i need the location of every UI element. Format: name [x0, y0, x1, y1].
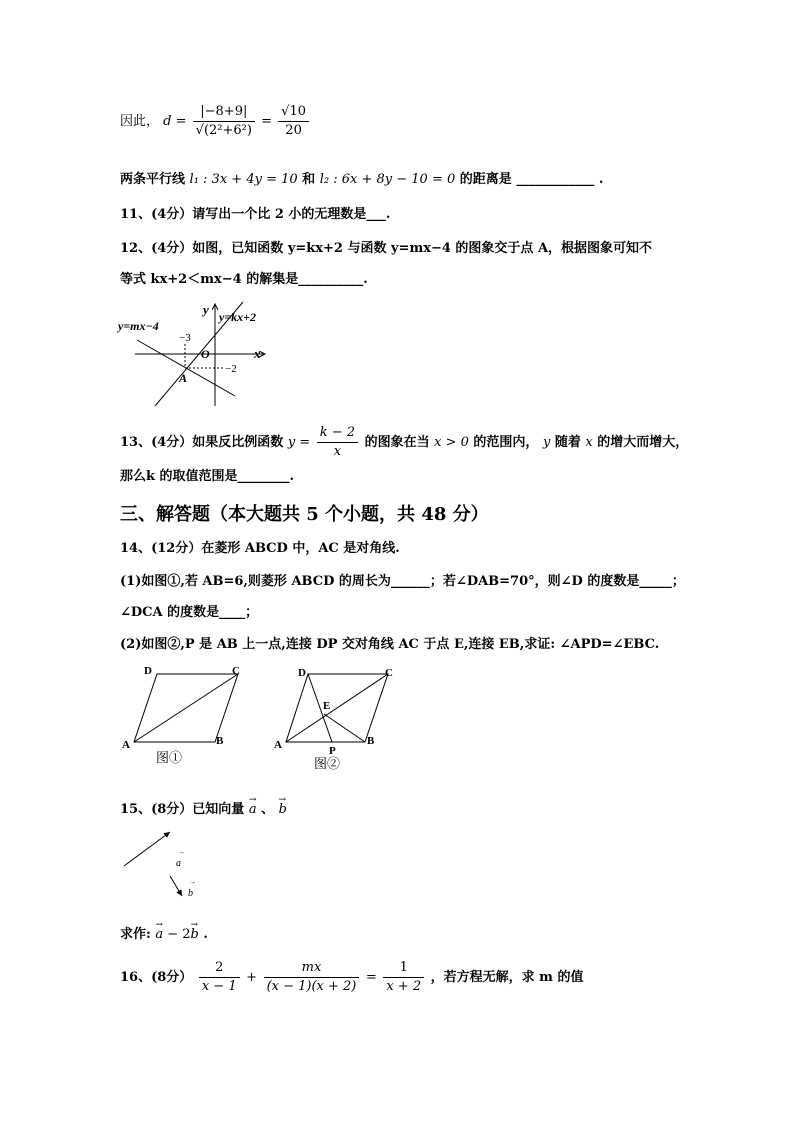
- q10-eq2: l₂ : 6x + 8y − 10 = 0: [319, 172, 456, 187]
- vertex-b: B: [216, 735, 224, 747]
- q10-blank: ____________: [516, 172, 595, 187]
- vertex-d: D: [144, 665, 152, 677]
- q13-pre: 13、(4分）如果反比例函数: [120, 435, 284, 450]
- q16-d2: (x − 1)(x + 2): [266, 979, 357, 994]
- question-11: 11、(4分）请写出一个比 2 小的无理数是___.: [120, 207, 391, 222]
- diagonal-ac-2: [286, 674, 388, 742]
- q16-n2: mx: [264, 960, 360, 978]
- calc-fraction-2: [278, 104, 309, 139]
- question-13-line2: 那么k 的取值范围是________.: [120, 469, 295, 484]
- figure-14-1-caption: 图①: [156, 750, 183, 765]
- figure-14-1-rhombus: [118, 662, 258, 772]
- vertex-c-2: C: [385, 667, 393, 679]
- q10-post: 的距离是: [459, 172, 512, 187]
- question-14-line2: (1)如图①,若 AB=6,则菱形 ABCD 的周长为______；若∠DAB=70°，则∠D 的度数是_____；: [120, 574, 685, 589]
- q10-and: 和: [302, 172, 316, 187]
- q13-num: k − 2: [317, 425, 358, 443]
- q10-end: .: [598, 172, 604, 187]
- q16-pre: 16、(8分）: [120, 970, 193, 985]
- vector-a-arrow: [124, 832, 170, 866]
- q13-den: x: [333, 444, 342, 459]
- q13-cond: x > 0: [434, 435, 469, 450]
- q16-eq: =: [365, 970, 377, 985]
- figure-15-vectors: [118, 826, 218, 906]
- q13-xv: x: [585, 435, 593, 450]
- q15-vector-a: → a: [249, 797, 257, 819]
- q13-fraction: [317, 425, 358, 460]
- q16-fraction-2: [264, 960, 360, 995]
- q13-mid1: 的图象在当: [364, 435, 430, 450]
- calc-eq2: =: [261, 114, 273, 129]
- vertex-c: C: [232, 665, 240, 677]
- diagonal-ac: [134, 674, 238, 742]
- label-x-axis: x: [254, 346, 261, 361]
- q16-post: ，若方程无解，求 m 的值: [430, 970, 584, 985]
- question-12-line2: 等式 kx+2＜mx−4 的解集是__________.: [120, 272, 368, 287]
- calc-d: d: [163, 114, 172, 129]
- q16-plus: +: [246, 970, 258, 985]
- vertex-a: A: [122, 739, 130, 751]
- q15-expr-b: → b: [191, 922, 199, 944]
- q16-fraction-1: [199, 960, 240, 995]
- figure-12-graph: [115, 298, 275, 410]
- q15-end: .: [203, 927, 208, 942]
- q15-pre: 15、(8分）已知向量: [120, 802, 245, 817]
- svg-text:→: →: [178, 848, 185, 856]
- vertex-a-2: A: [274, 739, 282, 751]
- question-15-construct: [120, 922, 208, 944]
- q16-d3: x + 2: [386, 979, 422, 994]
- q15-sep: 、: [261, 802, 275, 817]
- vector-b-arrow: [170, 876, 182, 896]
- question-14-line1: 14、(12分）在菱形 ABCD 中，AC 是对角线.: [120, 541, 400, 556]
- question-15: [120, 797, 287, 819]
- point-p: P: [329, 745, 336, 757]
- figure-14-2-rhombus: [268, 662, 408, 774]
- q10-pre: 两条平行线: [120, 172, 186, 187]
- q13-mid2: 的范围内，: [473, 435, 539, 450]
- label-vector-b: b: [188, 888, 193, 899]
- question-13-line1: [120, 425, 688, 460]
- vertex-d-2: D: [298, 667, 306, 679]
- q16-fraction-3: [383, 960, 424, 995]
- q13-mid4: 的增大而增大，: [597, 435, 689, 450]
- q15-expr-mid: − 2: [163, 927, 191, 942]
- label-vector-a: a: [176, 858, 181, 869]
- label-point-a: A: [179, 371, 188, 385]
- calc-den: √(2²+6²): [195, 123, 252, 138]
- question-parallel-lines: [120, 171, 603, 189]
- label-kx-plus-2: y=kx+2: [219, 310, 257, 324]
- point-e: E: [323, 700, 331, 712]
- distance-calculation: [120, 104, 311, 139]
- q13-y: y =: [287, 435, 311, 450]
- calc-num2: √10: [278, 104, 309, 122]
- question-14-line3: ∠DCA 的度数是____；: [120, 605, 259, 620]
- question-16: [120, 960, 583, 995]
- label-origin: O: [201, 347, 210, 361]
- label-mx-minus-4: y=mx−4: [118, 319, 159, 333]
- vertex-b-2: B: [367, 735, 375, 747]
- calc-num: |−8+9|: [193, 104, 255, 122]
- q15-ask: 求作:: [120, 927, 151, 942]
- calc-den2: 20: [285, 123, 302, 138]
- q15-expr-a: → a: [155, 922, 163, 944]
- q15-vector-b: → b: [279, 797, 287, 819]
- calc-eq: =: [175, 114, 187, 129]
- section-3-title: 三、解答题（本大题共 5 个小题，共 48 分）: [120, 504, 489, 525]
- question-12-line1: 12、(4分）如图，已知函数 y=kx+2 与函数 y=mx−4 的图象交于点 A，根据图象可知不: [120, 241, 653, 256]
- label-y-axis: y: [203, 302, 209, 317]
- q13-yv: y: [542, 435, 551, 450]
- q16-n1: 2: [199, 960, 240, 978]
- label-neg2: −2: [225, 363, 237, 375]
- svg-text:→: →: [189, 878, 196, 886]
- q16-d1: x − 1: [201, 979, 237, 994]
- question-14-line4: (2)如图②,P 是 AB 上一点,连接 DP 交对角线 AC 于点 E,连接 EB,求证: ∠APD=∠EBC.: [120, 637, 660, 652]
- q13-mid3: 随着: [554, 435, 581, 450]
- calc-prefix: 因此，: [120, 114, 160, 129]
- calc-fraction: [193, 104, 255, 139]
- q16-n3: 1: [383, 960, 424, 978]
- label-neg3: −3: [179, 332, 191, 344]
- figure-14-2-caption: 图②: [314, 756, 341, 771]
- q10-eq1: l₁ : 3x + 4y = 10: [189, 172, 298, 187]
